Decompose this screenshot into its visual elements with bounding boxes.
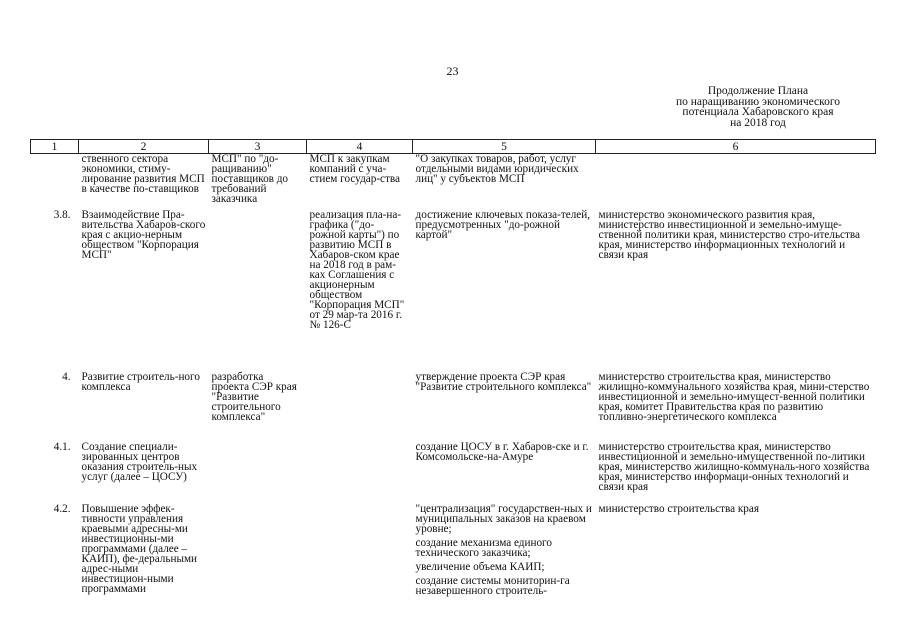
expected-result: "О закупках товаров, работ, услуг отдельными видами юридических лиц" у субъектов МСП — [415, 153, 579, 185]
header-line-1: Продолжение Плана — [707, 85, 809, 97]
mechanism — [209, 210, 307, 372]
expected-result: создание ЦОСУ в г. Хабаров-ске и г. Комсомольске-на-Амуре — [415, 441, 589, 463]
table-row — [31, 154, 876, 211]
expected-result — [413, 504, 596, 600]
row-number — [31, 154, 79, 211]
row-number: 4.2. — [53, 503, 71, 515]
column-header-1: 1 — [31, 140, 79, 154]
responsible — [596, 154, 876, 211]
table-row — [31, 210, 876, 372]
table-row — [31, 372, 876, 442]
mechanism — [209, 504, 307, 600]
expected-result: достижение ключевых показа-телей, предусмотренных "до-рожной картой" — [415, 209, 591, 241]
measure-name: Развитие строитель-ного комплекса — [81, 371, 200, 393]
column-header-3: 3 — [209, 140, 307, 154]
responsible: министерство строительства края, министерство жилищно-коммунального хозяйства края, мини-стерство инвестиционной и земельно-имущест-венной политики края, комитет Правительства края по развитию топливно-энергетического комплекса — [598, 371, 870, 423]
column-header-6: 6 — [596, 140, 876, 154]
header-line-4: на 2018 год — [730, 116, 786, 129]
header-line-2: по наращиванию экономического — [675, 95, 841, 108]
activity — [307, 372, 413, 442]
activity — [307, 504, 413, 600]
column-numbers-row — [31, 140, 876, 154]
plan-table — [30, 139, 876, 600]
page-number: 23 — [446, 64, 459, 78]
activity — [307, 442, 413, 504]
expected-result: утверждение проекта СЭР края "Развитие строительного комплекса" — [415, 371, 592, 393]
column-header-5: 5 — [413, 140, 596, 154]
row-number: 3.8. — [53, 209, 71, 221]
activity: реализация пла-на-графика ("до-рожной карты") по развитию МСП в Хабаров-ском крае на 2018 год в рам-ках Соглашения с акционерным обществом "Корпорация МСП" от 29 мар-та 2016 г. № 126-С — [309, 209, 405, 331]
measure-name: Повышение эффек-тивности управления краевыми адресны-ми инвестиционны-ми программами (далее – КАИП), фе-деральными адрес-ными инвестицион-ными программами — [81, 503, 198, 595]
mechanism — [209, 442, 307, 504]
responsible: министерство экономического развития края, министерство инвестиционной и земельно-имуще-ственной политики края, министерство стро-ительства края, министерство информационных технологий и связи края — [598, 209, 861, 261]
activity: МСП к закупкам компаний с уча-стием государ-ства — [309, 153, 401, 185]
row-number: 4.1. — [53, 441, 71, 453]
column-header-2: 2 — [79, 140, 209, 154]
column-header-4: 4 — [307, 140, 413, 154]
measure-name: Взаимодействие Пра-вительства Хабаров-ского края с акцио-нерным обществом "Корпорация МСП" — [81, 209, 206, 261]
result-item: "централизация" государствен-ных и муниципальных заказов на краевом уровне; — [415, 503, 592, 535]
result-item: увеличение объема КАИП; — [415, 561, 545, 573]
plan-continuation-header — [653, 86, 863, 128]
mechanism: разработка проекта СЭР края "Развитие строительного комплекса" — [211, 371, 297, 423]
measure-name: Создание специали-зированных центров оказания строитель-ных услуг (далее – ЦОСУ) — [81, 441, 198, 483]
header-line-3: потенциала Хабаровского края — [682, 106, 834, 118]
table-row — [31, 504, 876, 600]
responsible: министерство строительства края — [598, 503, 760, 515]
row-number: 4. — [62, 371, 71, 383]
measure-name: ственного сектора экономики, стиму-лирование развития МСП в качестве по-ставщиков — [81, 153, 205, 195]
responsible: министерство строительства края, министерство инвестиционной и земельно-имущественной по-литики края, министерство жилищно-коммуналь-ного хозяйства края, министерство информаци-онных технологий и связи края — [598, 441, 870, 493]
mechanism: МСП" по "до-ращиванию" поставщиков до требований заказчика — [211, 153, 289, 205]
result-item: создание системы мониторин-га незавершенного строитель- — [415, 575, 570, 597]
table-row — [31, 442, 876, 504]
result-item: создание механизма единого технического заказчика; — [415, 537, 552, 559]
